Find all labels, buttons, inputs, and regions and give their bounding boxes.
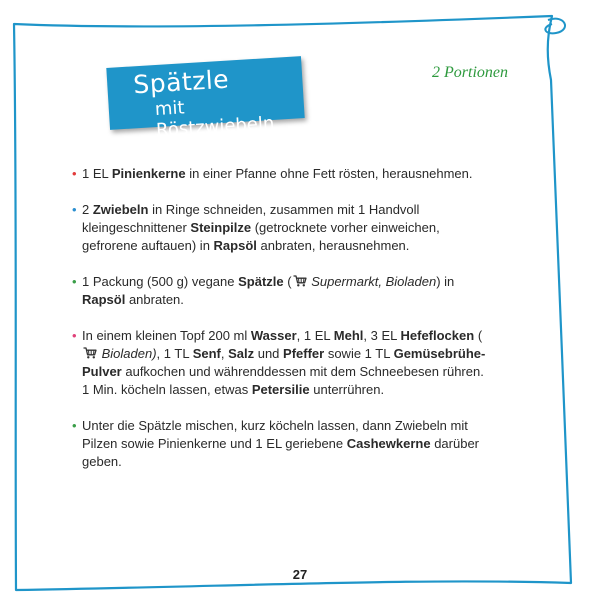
step-text: aufkochen und währenddessen mit dem Schneebesen rühren. 1 Min. köcheln lassen, etwas — [82, 364, 484, 397]
ingredient-name: Petersilie — [251, 382, 310, 397]
ingredient-name: Rapsöl — [213, 238, 257, 253]
step-text: in Ringe schneiden, zusammen mit 1 Handvoll kleingeschnittener — [82, 202, 420, 235]
shopping-hint: Supermarkt, Bioladen — [307, 274, 437, 289]
step-text: Unter die Spätzle mischen, kurz köcheln lassen, dann Zwiebeln mit Pilzen sowie Pinienkerne und 1 EL geriebene — [82, 418, 468, 451]
step-text: 1 EL — [82, 166, 112, 181]
ingredient-name: Senf — [192, 346, 221, 361]
step-text: ( — [474, 328, 483, 343]
step-text: 1 Packung (500 g) vegane — [82, 274, 239, 289]
step-text: 2 — [82, 202, 93, 217]
step-text: , — [220, 346, 229, 361]
step-text: , 3 EL — [363, 328, 401, 343]
step-text: , 1 TL — [156, 346, 193, 361]
ingredient-name: Spätzle — [238, 274, 284, 289]
ingredient-name: Gemüsebrühe-Pulver — [82, 346, 486, 379]
step-text: sowie 1 TL — [324, 346, 394, 361]
bullet-icon: • — [72, 274, 77, 289]
recipe-step — [72, 417, 492, 471]
recipe-subtitle: mit Röstzwiebeln — [154, 97, 275, 142]
portions-label: 2 Portionen — [432, 64, 508, 81]
recipe-steps — [72, 165, 492, 489]
step-text: und — [254, 346, 284, 361]
ingredient-name: Rapsöl — [82, 292, 126, 307]
recipe-title-box — [106, 56, 304, 142]
frame-corner-flourish — [545, 19, 565, 34]
shopping-hint: Bioladen) — [98, 346, 157, 361]
recipe-step — [72, 273, 492, 309]
step-text: anbraten, herausnehmen. — [256, 238, 410, 253]
ingredient-name: Mehl — [333, 328, 364, 343]
ingredient-name: Pinienkerne — [111, 166, 186, 181]
page-number: 27 — [292, 567, 308, 582]
step-text: (getrocknete vorher einweichen, gefrorene auftauen) in — [82, 220, 440, 253]
shopping-cart-icon — [293, 274, 307, 286]
ingredient-name: Hefeflocken — [400, 328, 475, 343]
bullet-icon: • — [72, 328, 77, 343]
bullet-icon: • — [72, 418, 77, 433]
step-text: in einer Pfanne ohne Fett rösten, herausnehmen. — [185, 166, 473, 181]
recipe-step — [72, 201, 492, 255]
shopping-cart-icon — [83, 346, 97, 358]
bullet-icon: • — [72, 202, 77, 217]
ingredient-name: Wasser — [250, 328, 297, 343]
step-text: ) in — [436, 274, 455, 289]
ingredient-name: Steinpilze — [190, 220, 252, 235]
ingredient-name: Cashewkerne — [346, 436, 431, 451]
bullet-icon: • — [72, 166, 77, 181]
step-text: anbraten. — [125, 292, 184, 307]
recipe-step — [72, 327, 492, 399]
ingredient-name: Zwiebeln — [92, 202, 149, 217]
ingredient-name: Salz — [228, 346, 255, 361]
step-text: ( — [283, 274, 292, 289]
ingredient-name: Pfeffer — [283, 346, 325, 361]
step-text: In einem kleinen Topf 200 ml — [82, 328, 251, 343]
step-text: darüber geben. — [82, 436, 479, 469]
step-text: unterrühren. — [309, 382, 385, 397]
step-text: , 1 EL — [296, 328, 334, 343]
recipe-title: Spätzle — [132, 64, 230, 100]
recipe-step — [72, 165, 492, 183]
